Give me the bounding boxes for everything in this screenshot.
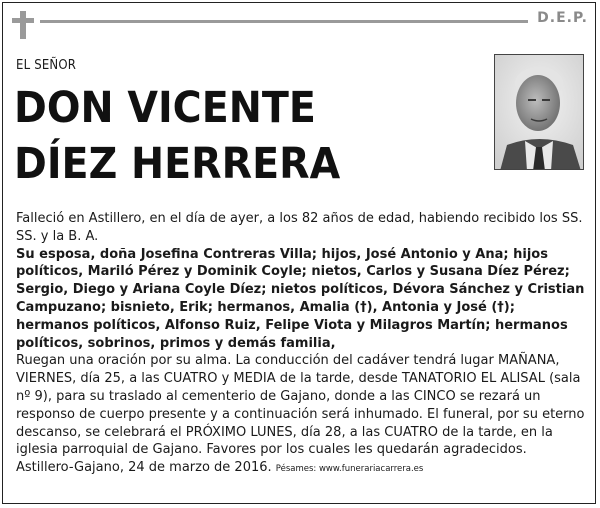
request-paragraph: Ruegan una oración por su alma. La conducción del cadáver tendrá lugar MAÑANA, VIERNES, día 25, a las CUATRO y MEDIA de la tarde, desde TANATORIO EL ALISAL (sala nº 9), para su traslado al cementerio de Gajano, donde a las CINCO se rezará un responso de cuerpo presente y a continuación será inhumado. El funeral, por su eterno descanso, se celebrará el PRÓXIMO LUNES, día 28, a las CUATRO de la tarde, en la iglesia parroquial de Gajano. Favores por los cuales les quedarán agradecidos.: [16, 353, 585, 458]
header-rule: [40, 20, 528, 23]
honorific: EL SEÑOR: [16, 58, 77, 73]
family-paragraph: Su esposa, doña Josefina Contreras Villa; hijos, José Antonio y Ana; hijos políticos, Mariló Pérez y Dominik Coyle; nietos, Carlos y Susana Díez Pérez; Sergio, Diego y Ariana Coyle Díez; nietos políticos, Dévora Sánchez y Cristian Campuzano; bisnieto, Erik; hermanos, Amalia (†), Antonia y José (†); hermanos políticos, Alfonso Ruiz, Felipe Viota y Milagros Martín; hermanos políticos, sobrinos, primos y demás familia,: [16, 246, 585, 351]
portrait-image: [495, 55, 584, 170]
cross-icon: [12, 11, 36, 41]
dep-label: D.E.P.: [537, 10, 588, 26]
deceased-name: [14, 80, 340, 192]
obituary-body: [16, 210, 588, 479]
portrait-photo: [494, 54, 584, 170]
intro-paragraph: Falleció en Astillero, en el día de ayer, a los 82 años de edad, habiendo recibido los SS. SS. y la B. A.: [16, 211, 583, 244]
place-date: Astillero-Gajano, 24 de marzo de 2016.: [16, 460, 272, 476]
closing-line: [16, 459, 588, 479]
name-line-1: DON VICENTE: [14, 83, 316, 133]
condolences-link[interactable]: Pésames: www.funerariacarrera.es: [275, 464, 424, 475]
name-line-2: DÍEZ HERRERA: [14, 139, 341, 189]
